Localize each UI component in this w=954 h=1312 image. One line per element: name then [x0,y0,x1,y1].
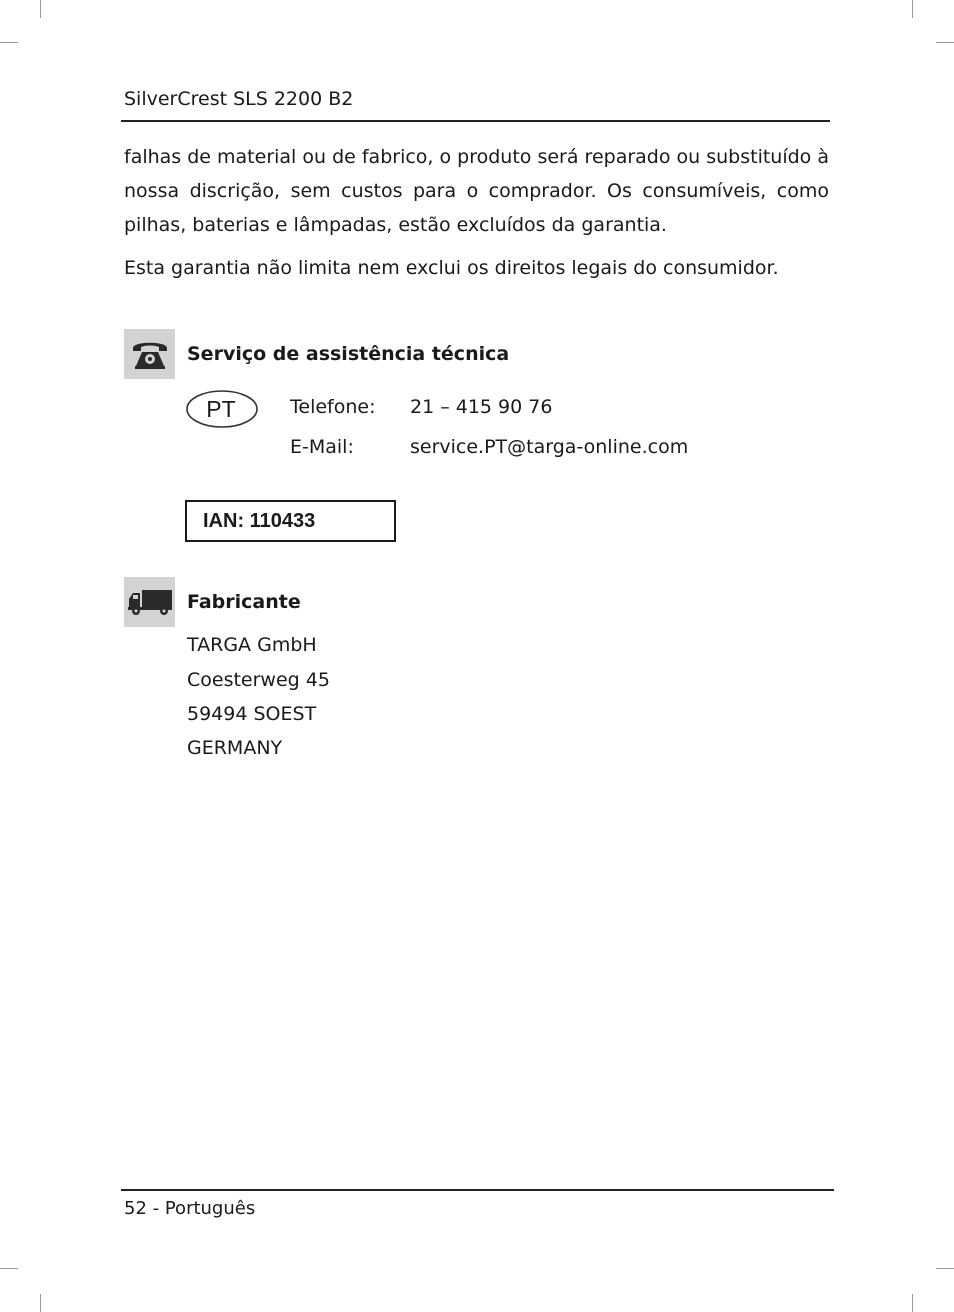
warranty-paragraph: falhas de material ou de fabrico, o produto será reparado ou substituído à nossa discrição, sem custos para o comprador. Os consumíveis, como pilhas, baterias e lâmpadas, estão excluídos da garantia. [124,146,829,236]
manufacturer-street: Coesterweg 45 [187,669,330,691]
ian-box [185,500,396,542]
crop-mark-top-right [912,0,913,18]
truck-icon [127,587,173,617]
email-label: E-Mail: [290,436,354,458]
footer-rule [121,1189,834,1191]
phone-label: Telefone: [290,396,376,418]
service-icon-box [124,329,175,379]
manufacturer-heading: Fabricante [187,591,301,613]
crop-mark-top-left [40,0,41,18]
country-badge-text: PT [206,396,236,422]
manufacturer-country: GERMANY [187,737,283,759]
email-address: service.PT@targa-online.com [410,436,689,458]
page-number-footer: 52 - Português [124,1198,256,1219]
crop-mark-bottom-right [912,1294,913,1312]
crop-mark-bottom-left [40,1294,41,1312]
country-badge [185,389,259,433]
crop-mark-top-left-h [0,42,18,43]
crop-mark-bottom-left-h [0,1268,18,1269]
crop-mark-bottom-right-h [936,1268,954,1269]
service-heading: Serviço de assistência técnica [187,343,510,365]
phone-number: 21 – 415 90 76 [410,396,553,418]
manufacturer-icon-box [124,577,175,627]
manufacturer-company: TARGA GmbH [187,634,317,656]
crop-mark-top-right-h [936,42,954,43]
header-rule [121,120,830,122]
ian-number: IAN: 110433 [203,510,316,532]
legal-rights-paragraph: Esta garantia não limita nem exclui os direitos legais do consumidor. [124,257,779,279]
document-header-title: SilverCrest SLS 2200 B2 [124,88,354,110]
telephone-icon [130,337,170,371]
manufacturer-city: 59494 SOEST [187,703,317,725]
